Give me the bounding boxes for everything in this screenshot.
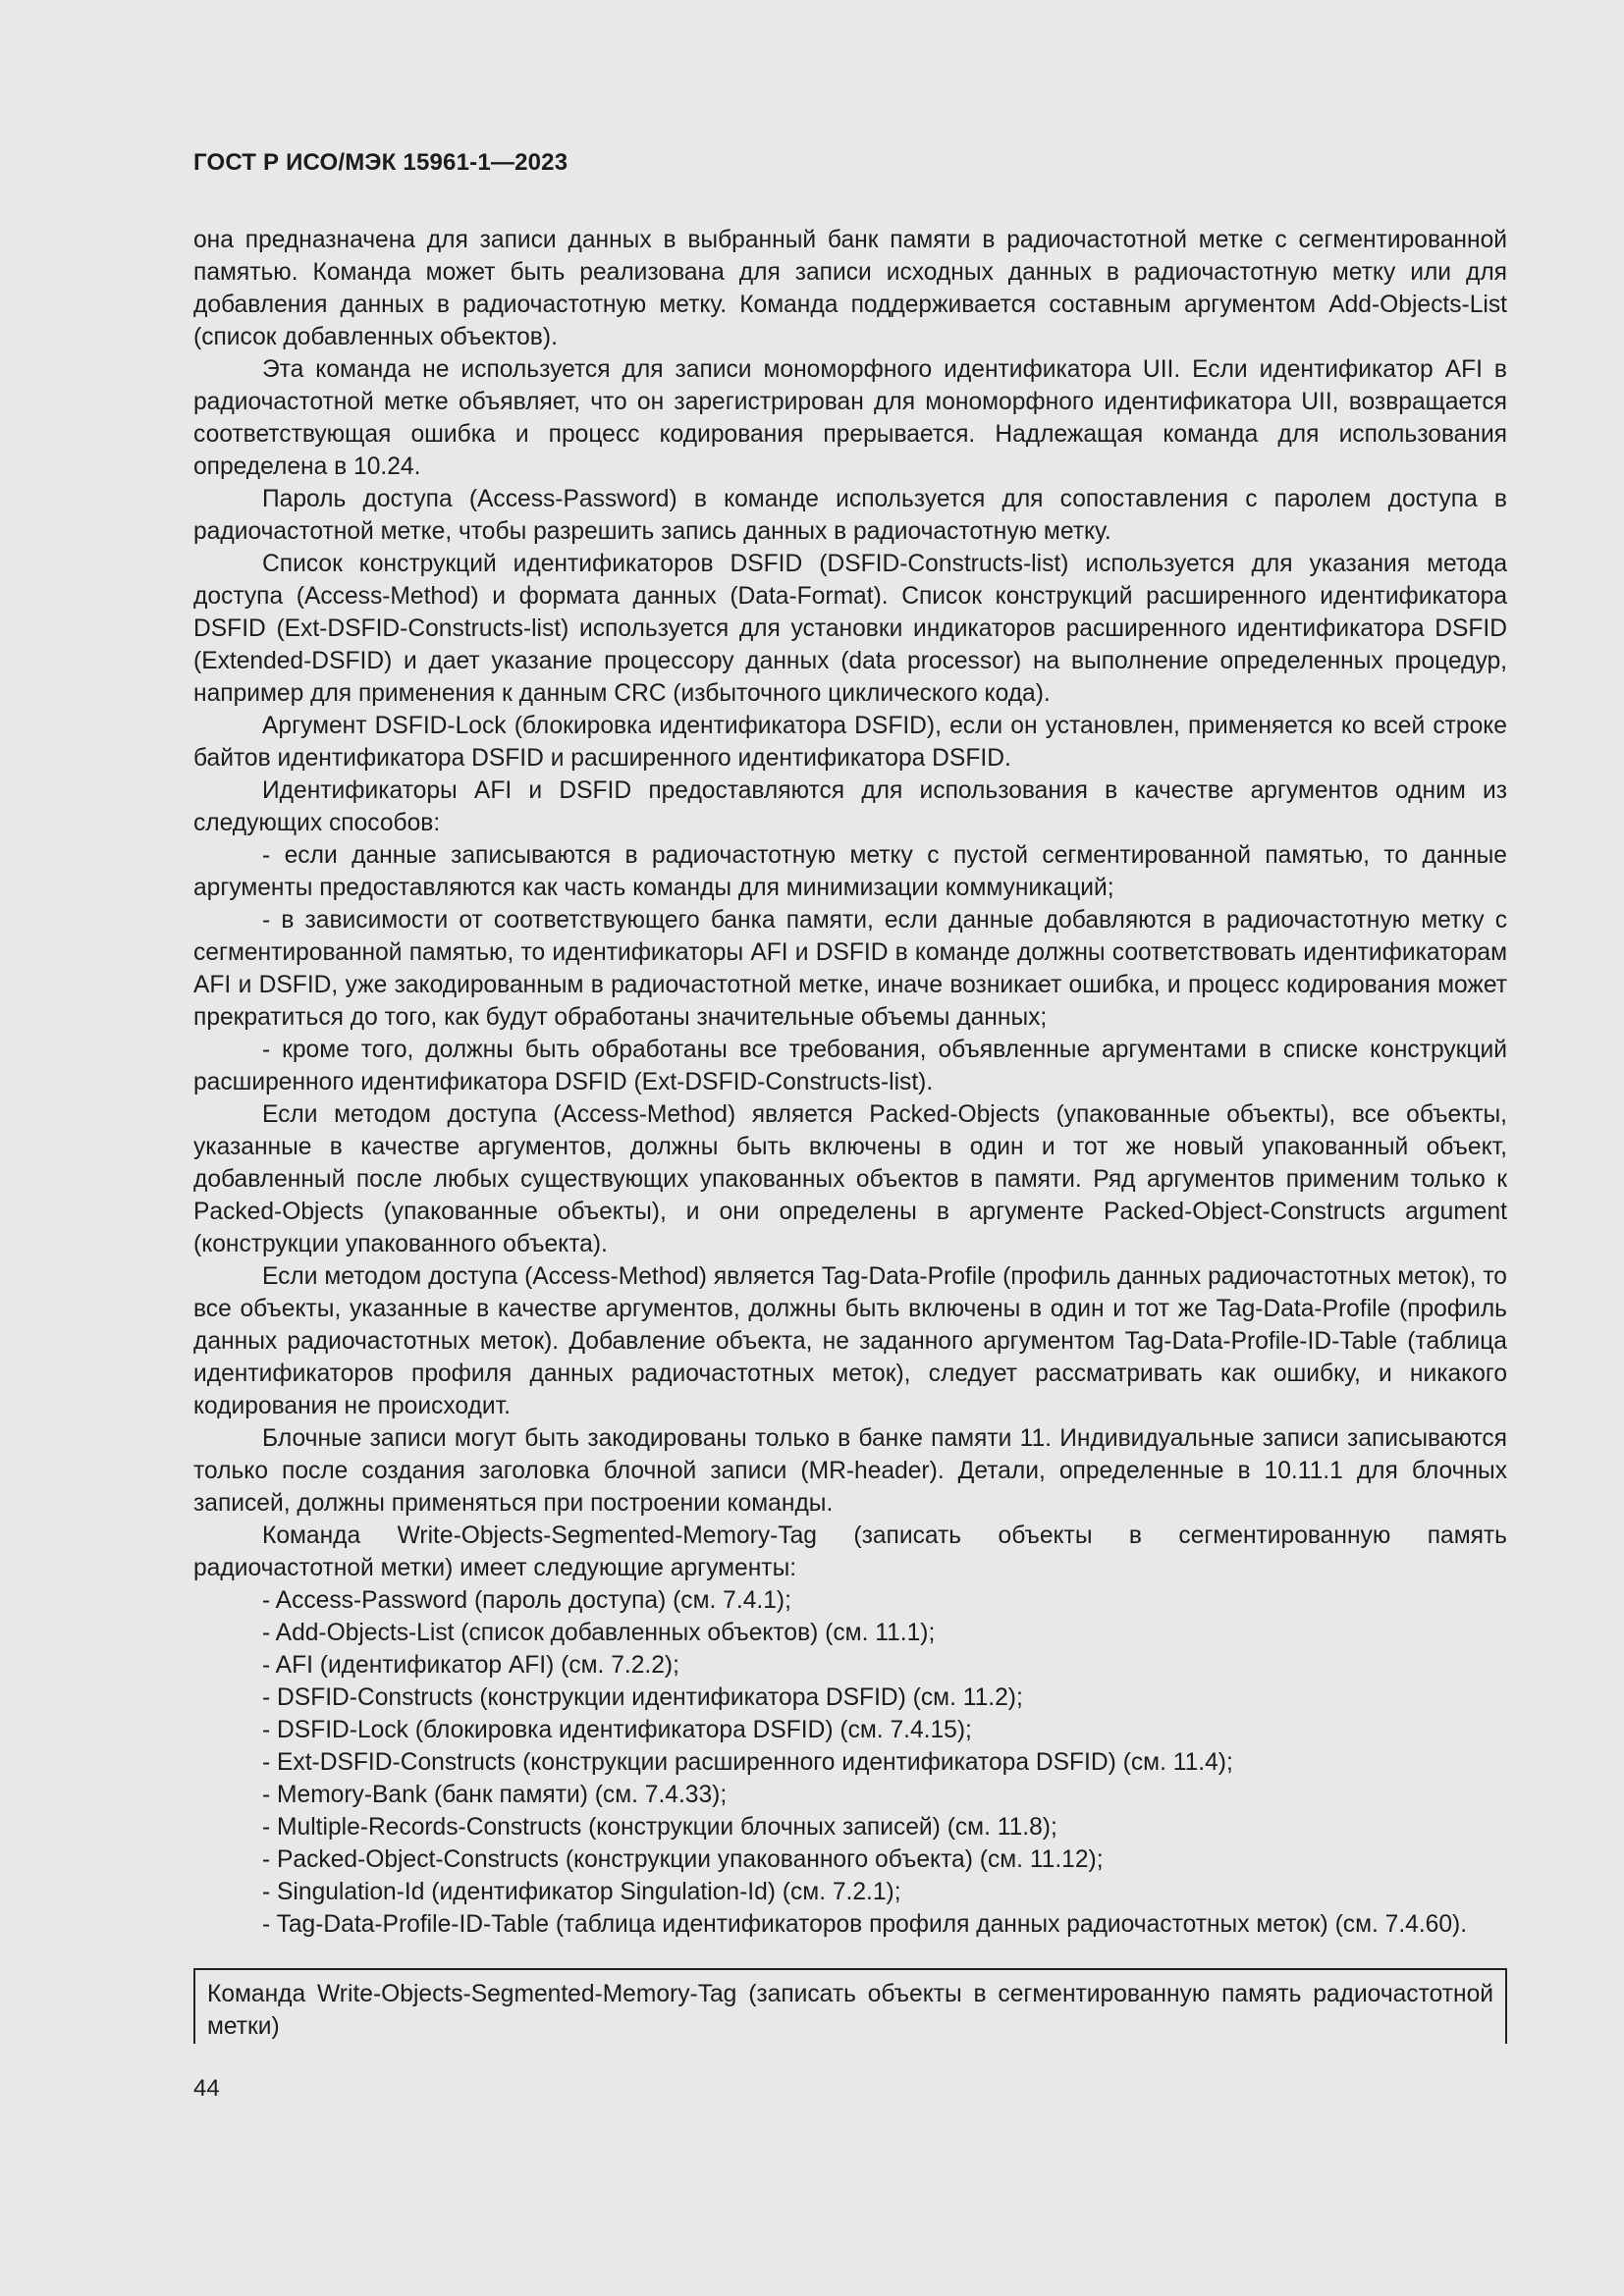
document-header: ГОСТ Р ИСО/МЭК 15961-1—2023 (193, 149, 568, 176)
argument-item: - DSFID-Lock (блокировка идентификатора DSFID) (см. 7.4.15); (262, 1717, 972, 1743)
list-item: - если данные записываются в радиочастотную метку с пустой сегментированной памятью, то данные аргументы предоставляются как часть команды для минимизации коммуникаций; (193, 842, 1507, 901)
argument-item: - Packed-Object-Constructs (конструкции упакованного объекта) (см. 11.12); (262, 1846, 1104, 1873)
argument-item: - Memory-Bank (банк памяти) (см. 7.4.33); (262, 1782, 728, 1808)
argument-item: - Ext-DSFID-Constructs (конструкции расширенного идентификатора DSFID) (см. 11.4); (262, 1749, 1233, 1776)
argument-item: - Add-Objects-List (список добавленных объектов) (см. 11.1); (262, 1620, 936, 1646)
list-item: - в зависимости от соответствующего банка памяти, если данные добавляются в радиочастотную метку с сегментированной памятью, то идентификаторы AFI и DSFID в команде должны соответствовать идентификаторам AFI и DSFID, уже закодированным в радиочастотной метке, иначе возникает ошибка, и процесс кодирования может прекратиться до того, как будут обработаны значительные объемы данных; (193, 907, 1507, 1031)
argument-item: - AFI (идентификатор AFI) (см. 7.2.2); (262, 1652, 679, 1679)
command-box-caption: Команда Write-Objects-Segmented-Memory-Tag (записать объекты в сегментированную память радиочастотной метки) (193, 1968, 1507, 2044)
argument-item: - Multiple-Records-Constructs (конструкции блочных записей) (см. 11.8); (262, 1814, 1057, 1841)
paragraph: Пароль доступа (Access-Password) в команде используется для сопоставления с паролем доступа в радиочастотной метке, чтобы разрешить запись данных в радиочастотную метку. (193, 486, 1507, 545)
paragraph: Эта команда не используется для записи мономорфного идентификатора UII. Если идентификатор AFI в радиочастотной метке объявляет, что он зарегистрирован для мономорфного идентификатора UII, возвращается соответствующая ошибка и процесс кодирования прерывается. Надлежащая команда для использования определена в 10.24. (193, 356, 1507, 480)
list-item: - кроме того, должны быть обработаны все требования, объявленные аргументами в списке конструкций расширенного идентификатора DSFID (Ext-DSFID-Constructs-list). (193, 1037, 1507, 1095)
body-text (193, 224, 1507, 1941)
page-number: 44 (193, 2075, 220, 2102)
argument-item: - Access-Password (пароль доступа) (см. 7.4.1); (262, 1587, 791, 1614)
paragraph: Команда Write-Objects-Segmented-Memory-Tag (записать объекты в сегментированную память радиочастотной метки) имеет следующие аргументы: (193, 1522, 1507, 1581)
paragraph: Список конструкций идентификаторов DSFID (DSFID-Constructs-list) используется для указания метода доступа (Access-Method) и формата данных (Data-Format). Список конструкций расширенного идентификатора DSFID (Ext-DSFID-Constructs-list) используется для установки индикаторов расширенного идентификатора DSFID (Extended-DSFID) и дает указание процессору данных (data processor) на выполнение определенных процедур, например для применения к данным CRC (избыточного циклического кода). (193, 551, 1507, 707)
paragraph: Блочные записи могут быть закодированы только в банке памяти 11. Индивидуальные записи записываются только после создания заголовка блочной записи (MR-header). Детали, определенные в 10.11.1 для блочных записей, должны применяться при построении команды. (193, 1425, 1507, 1517)
paragraph: Если методом доступа (Access-Method) является Tag-Data-Profile (профиль данных радиочастотных меток), то все объекты, указанные в качестве аргументов, должны быть включены в один и тот же Tag-Data-Profile (профиль данных радиочастотных меток). Добавление объекта, не заданного аргументом Tag-Data-Profile-ID-Table (таблица идентификаторов профиля данных радиочастотных меток), следует рассматривать как ошибку, и никакого кодирования не происходит. (193, 1263, 1507, 1419)
paragraph: Идентификаторы AFI и DSFID предоставляются для использования в качестве аргументов одним из следующих способов: (193, 777, 1507, 836)
argument-item: - DSFID-Constructs (конструкции идентификатора DSFID) (см. 11.2); (262, 1684, 1023, 1711)
paragraph: Если методом доступа (Access-Method) является Packed-Objects (упакованные объекты), все объекты, указанные в качестве аргументов, должны быть включены в один и тот же новый упакованный объект, добавленный после любых существующих упакованных объектов в памяти. Ряд аргументов применим только к Packed-Objects (упакованные объекты), и они определены в аргументе Packed-Object-Constructs argument (конструкции упакованного объекта). (193, 1101, 1507, 1257)
argument-item: - Tag-Data-Profile-ID-Table (таблица идентификаторов профиля данных радиочастотных меток) (см. 7.4.60). (262, 1911, 1468, 1938)
paragraph: Аргумент DSFID-Lock (блокировка идентификатора DSFID), если он установлен, применяется ко всей строке байтов идентификатора DSFID и расширенного идентификатора DSFID. (193, 713, 1507, 772)
argument-item: - Singulation-Id (идентификатор Singulation-Id) (см. 7.2.1); (262, 1879, 901, 1905)
paragraph: она предназначена для записи данных в выбранный банк памяти в радиочастотной метке с сегментированной памятью. Команда может быть реализована для записи исходных данных в радиочастотную метку или для добавления данных в радиочастотную метку. Команда поддерживается составным аргументом Add-Objects-List (список добавленных объектов). (193, 227, 1507, 350)
